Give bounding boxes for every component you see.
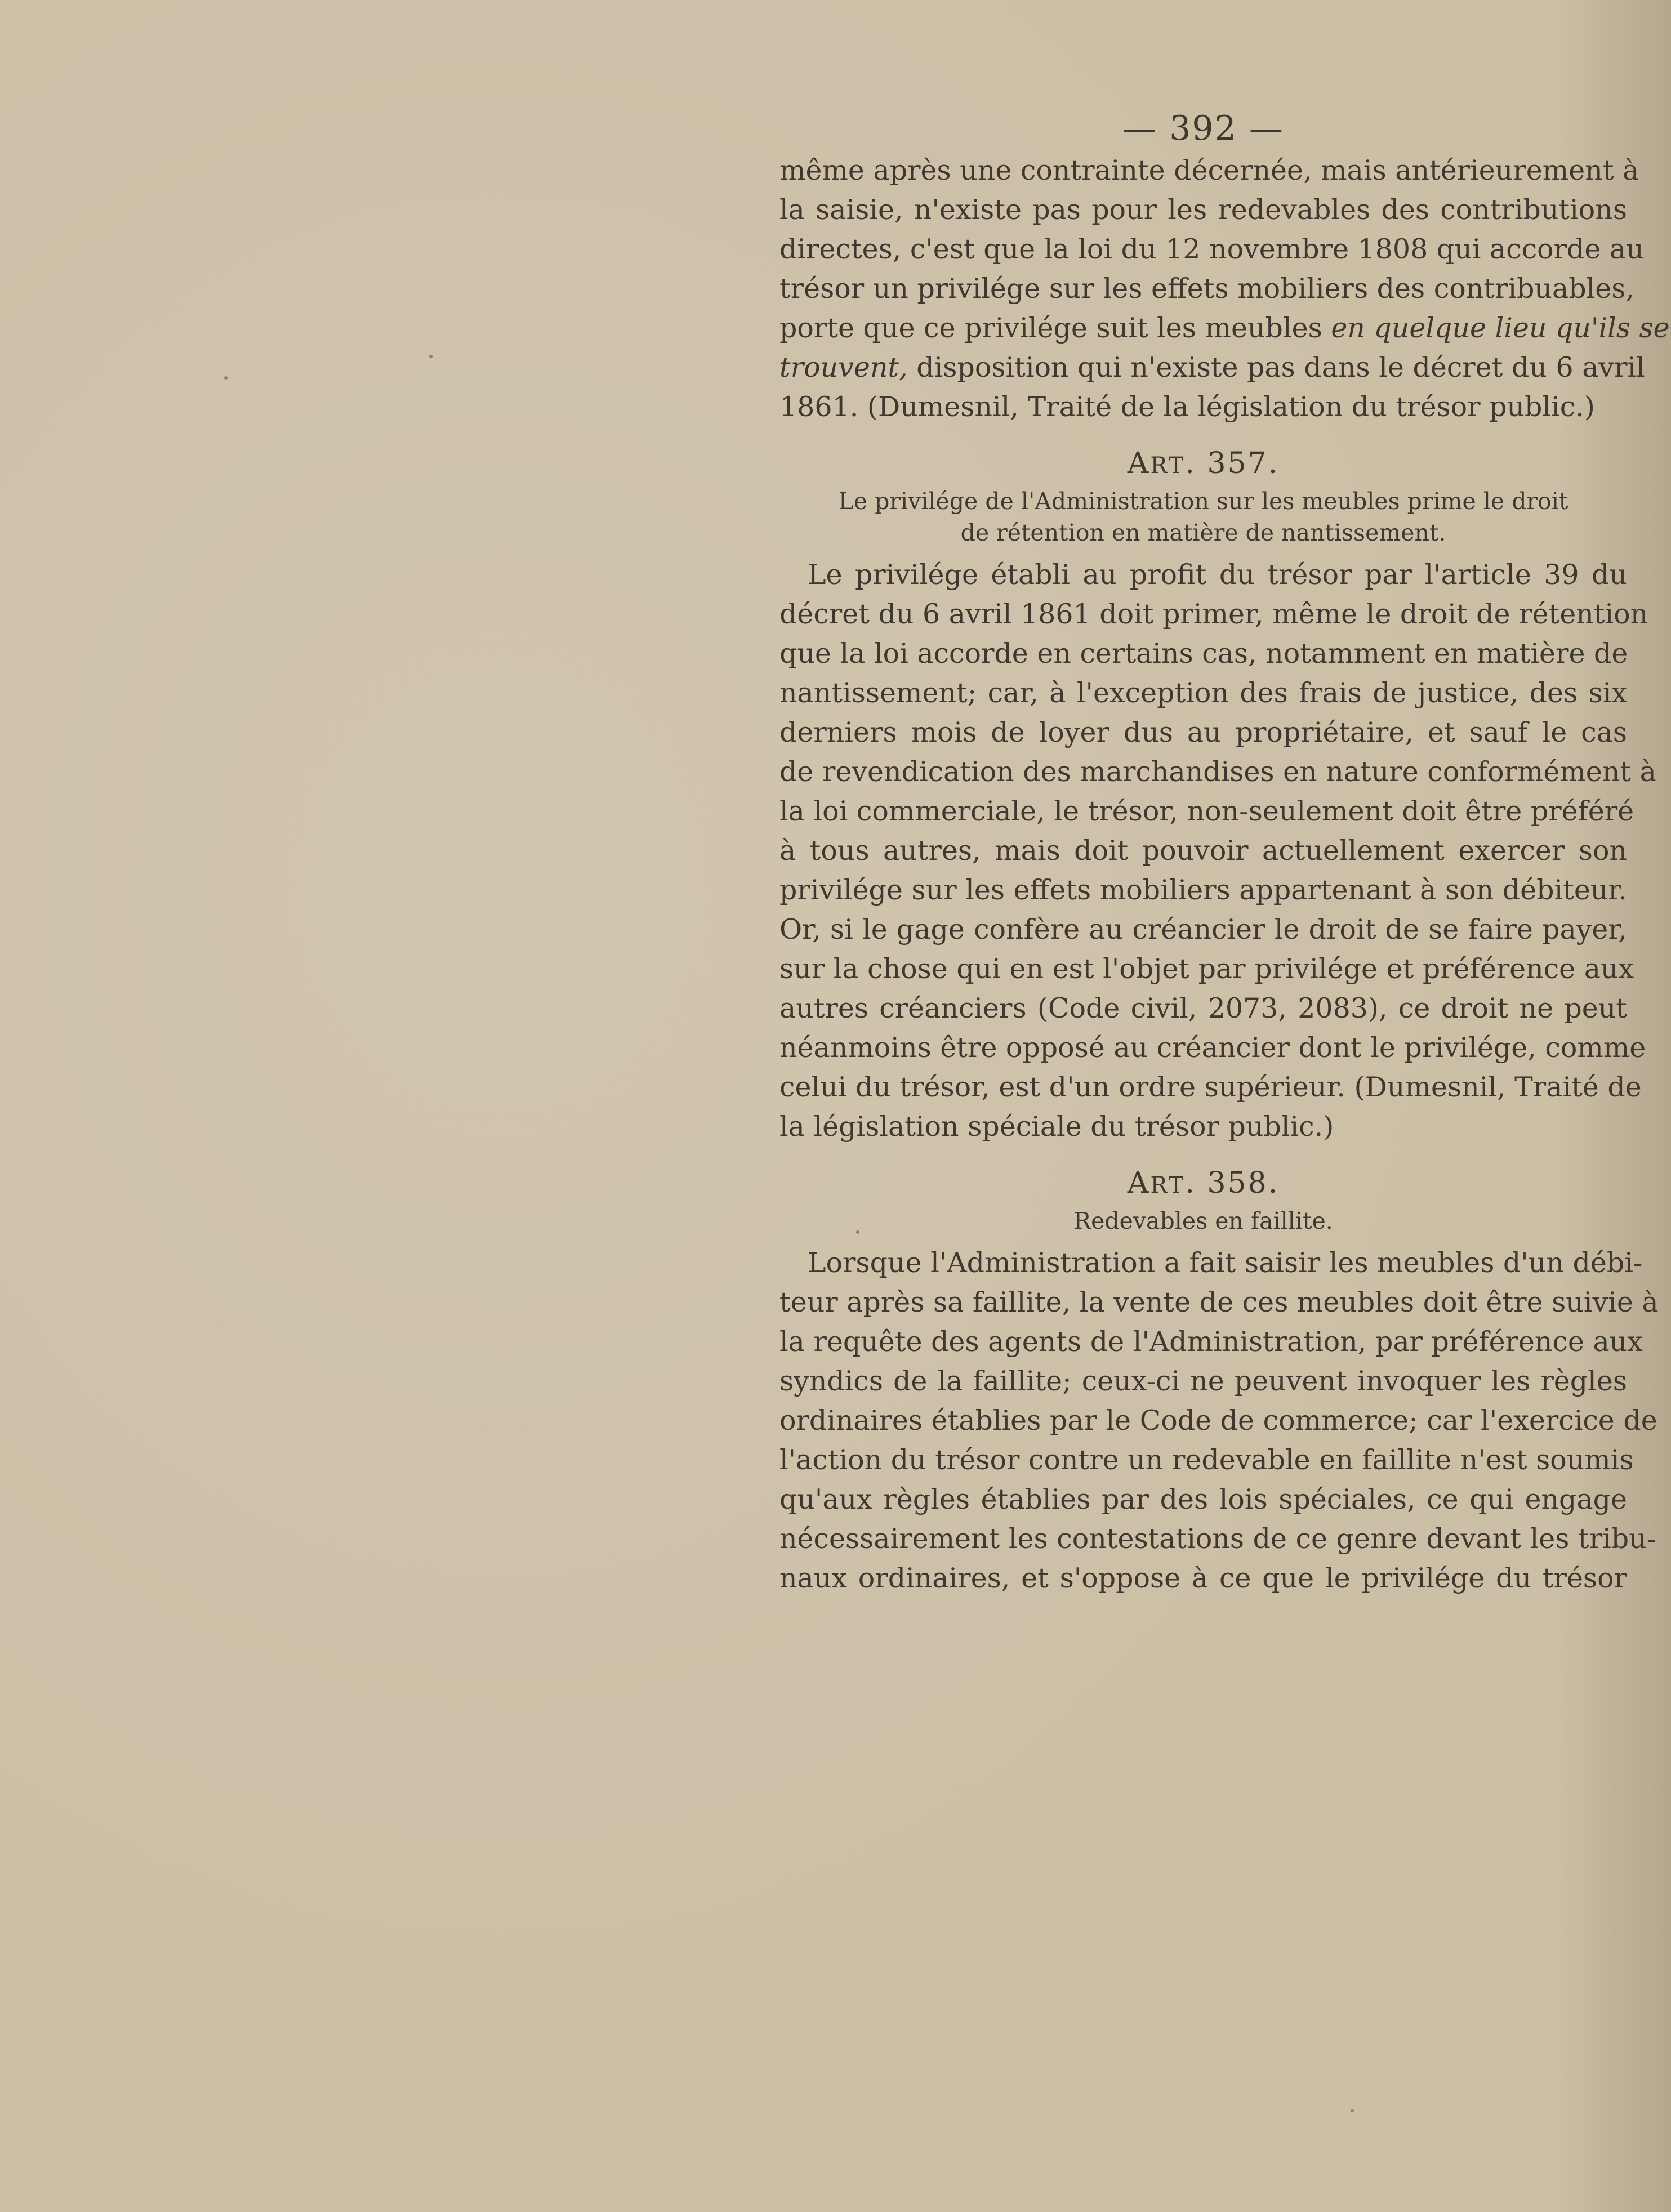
text-line: qu'aux règles établies par des lois spéciales, ce qui engage — [779, 1483, 1627, 1515]
text-line: celui du trésor, est d'un ordre supérieur. (Dumesnil, Traité de — [779, 1071, 1642, 1103]
text-line: Le privilége établi au profit du trésor par l'article 39 du — [808, 559, 1627, 591]
heading-fragment: RT — [1150, 453, 1186, 479]
paper-speck — [224, 376, 228, 380]
article-357-heading — [779, 444, 1627, 485]
text-column — [779, 106, 1670, 1598]
text-fragment: porte que ce privilége suit les meubles — [779, 312, 1331, 344]
text-line: ordinaires établies par le Code de commerce; car l'exercice de — [779, 1404, 1657, 1437]
text-line: naux ordinaires, et s'oppose à ce que le privilége du trésor — [779, 1562, 1627, 1594]
text-line — [779, 309, 1670, 348]
text-line: la saisie, n'existe pas pour les redevables des contributions — [779, 194, 1627, 226]
text-line: la législation spéciale du trésor public.) — [779, 1111, 1334, 1143]
text-line: sur la chose qui en est l'objet par privilége et préférence aux — [779, 953, 1634, 985]
text-line: nantissement; car, à l'exception des frais de justice, des six — [779, 677, 1627, 709]
heading-fragment: . 357. — [1185, 447, 1280, 480]
text-line: néanmoins être opposé au créancier dont le privilége, comme — [779, 1032, 1646, 1064]
text-line: Or, si le gage confère au créancier le droit de se faire payer, — [779, 913, 1627, 946]
text-line: autres créanciers (Code civil, 2073, 2083), ce droit ne peut — [779, 992, 1627, 1024]
text-line: teur après sa faillite, la vente de ces meubles doit être suivie à — [779, 1286, 1659, 1318]
text-line: que la loi accorde en certains cas, notamment en matière de — [779, 637, 1628, 670]
text-line: nécessairement les contestations de ce genre devant les tribu- — [779, 1523, 1656, 1555]
heading-fragment: A — [1127, 1166, 1151, 1200]
text-fragment: disposition qui n'existe pas dans le décret du 6 avril — [907, 351, 1645, 383]
text-line: l'action du trésor contre un redevable en faillite n'est soumis — [779, 1444, 1634, 1476]
article-357-body — [779, 555, 1656, 1147]
italic-fragment: trouvent, — [779, 351, 908, 383]
summary-line: Le privilége de l'Administration sur les meubles prime le droit — [838, 488, 1568, 515]
text-line: syndics de la faillite; ceux-ci ne peuvent invoquer les règles — [779, 1365, 1627, 1397]
summary-line: de rétention en matière de nantissement. — [960, 519, 1446, 546]
heading-fragment: RT — [1150, 1172, 1186, 1198]
article-358-summary — [779, 1205, 1627, 1237]
paper-speck — [429, 355, 433, 358]
text-line: décret du 6 avril 1861 doit primer, même le droit de rétention — [779, 598, 1648, 630]
page-number: — 392 — — [1122, 109, 1284, 148]
text-line: la requête des agents de l'Administration, par préférence aux — [779, 1326, 1643, 1358]
heading-fragment: A — [1127, 447, 1151, 480]
italic-fragment: en quelque lieu qu'ils se — [1331, 312, 1670, 344]
article-357-summary — [779, 485, 1627, 548]
text-line: à tous autres, mais doit pouvoir actuellement exercer son — [779, 835, 1627, 867]
article-358-body — [779, 1243, 1659, 1598]
intro-paragraph — [779, 151, 1670, 427]
text-line: de revendication des marchandises en nature conformément à — [779, 756, 1656, 788]
paper-speck — [1351, 2109, 1354, 2112]
text-line: la loi commerciale, le trésor, non-seulement doit être préféré — [779, 795, 1634, 827]
text-line: privilége sur les effets mobiliers appartenant à son débiteur. — [779, 874, 1627, 906]
heading-fragment: . 358. — [1185, 1166, 1280, 1200]
text-line: derniers mois de loyer dus au propriétaire, et sauf le cas — [779, 716, 1627, 748]
text-line: Lorsque l'Administration a fait saisir les meubles d'un débi- — [808, 1247, 1643, 1279]
text-line: trésor un privilége sur les effets mobiliers des contribuables, — [779, 273, 1634, 305]
text-line: même après une contrainte décernée, mais antérieurement à — [779, 154, 1639, 186]
text-line: directes, c'est que la loi du 12 novembre 1808 qui accorde au — [779, 233, 1644, 265]
text-line — [779, 348, 1645, 387]
summary-line: Redevables en faillite. — [1073, 1207, 1333, 1234]
text-line: 1861. (Dumesnil, Traité de la législation du trésor public.) — [779, 391, 1595, 423]
article-358-heading — [779, 1163, 1627, 1205]
